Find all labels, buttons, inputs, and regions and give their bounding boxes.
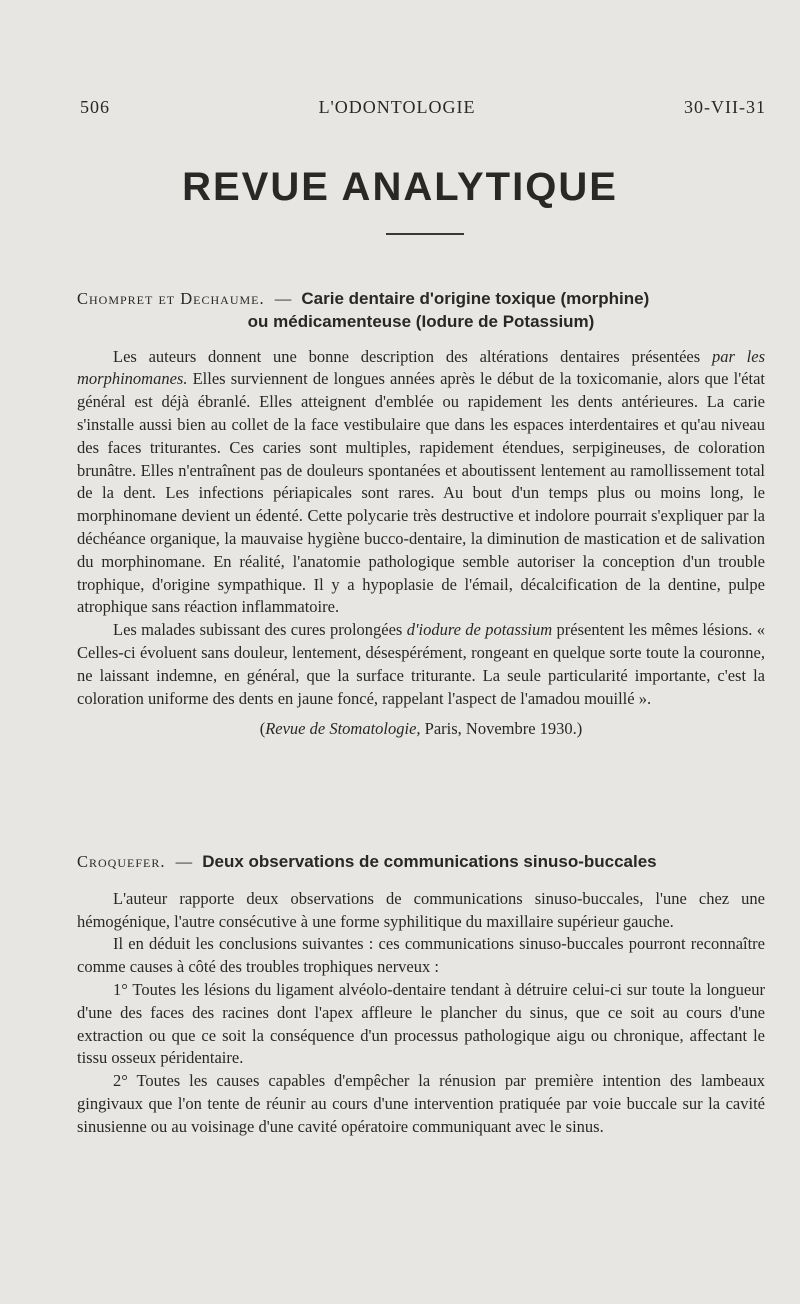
heading-dash: — (274, 289, 292, 308)
journal-name: L'ODONTOLOGIE (318, 97, 476, 117)
section-heading (77, 288, 765, 334)
section-authors: Chompret et Dechaume. (77, 289, 265, 308)
review-section-2 (77, 851, 765, 1139)
paragraph: 2° Toutes les causes capables d'empêcher la rénusion par première intention des lambeaux gingivaux que l'on tente de réunir au cours d'une intervention pratiquée par voie buccale sur la cavité sinusienne ou au voisinage d'une cavité opératoire communiquant avec le sinus. (77, 1071, 765, 1136)
citation-journal: Revue de Stomatologie, (265, 719, 421, 739)
paragraph: Il en déduit les conclusions suivantes : ces communications sinuso-buccales pourront reconnaître comme causes à côté des troubles trophiques nerveux : (77, 934, 765, 977)
section-authors: Croquefer. (77, 852, 166, 871)
page-title: REVUE ANALYTIQUE (182, 165, 618, 209)
issue-date: 30-VII-31 (684, 97, 766, 117)
page-number: 506 (80, 97, 110, 117)
paragraph: Les auteurs donnent une bonne description des altérations dentaires présentées par les morphinomanes. Elles surviennent de longues années après le début de la toxicomanie, alors que l'état général est déjà ébranlé. Elles atteignent d'emblée ou rapidement les dents antérieures. La carie s'installe aussi bien au collet de la face vestibulaire que dans les espaces interdentaires et qu'au niveau des faces triturantes. Ces caries sont multiples, rapidement étendues, serpigineuses, de coloration brunâtre. Elles n'entraînent pas de douleurs spontanées et aboutissent lentement au ramollissement total de la dent. Les infections périapicales sont rares. Au bout d'un temps plus ou moins long, le morphinomane devient un édenté. Cette polycarie très destructive et indolore pourrait s'expliquer par la déchéance organique, la mauvaise hygiène bucco-dentaire, la diminution de mastication et de salivation du morphinomane. En réalité, l'anatomie pathologique semble autoriser la conception d'un trouble trophique, d'origine sympathique. Il y a hypoplasie de l'émail, décalcification de la dentine, pulpe atrophique sans réaction inflammatoire. (77, 346, 766, 617)
paragraph: L'auteur rapporte deux observations de communications sinuso-buccales, l'une chez une hémogénique, l'autre consécutive à une forme syphilitique du maxillaire supérieur gauche. (77, 888, 765, 931)
emphasis: d'iodure de potassium (406, 620, 553, 640)
paragraph: Les malades subissant des cures prolongées d'iodure de potassium présentent les mêmes lésions. « Celles-ci évoluent sans douleur, lentement, désespérément, rongeant en quelque sorte toute la couronne, ne laissant indemne, en général, que la surface triturante. La seule particularité importante, c'est la coloration uniforme des dents en jaune foncé, rappelant l'aspect de l'amadou mouillé ». (77, 620, 765, 708)
section-heading (77, 851, 765, 874)
running-header (80, 97, 766, 118)
title-rule (386, 233, 464, 235)
section-title-line2: ou médicamenteuse (Iodure de Potassium) (247, 311, 595, 331)
emphasis: par les morphinomanes. (77, 346, 766, 389)
heading-dash: — (175, 852, 193, 871)
paragraph: 1° Toutes les lésions du ligament alvéolo-dentaire tendant à détruire celui-ci sur toute la longueur d'une des faces des racines dont l'apex affleure le plancher du sinus, que ce soit au cours d'une extraction ou que ce soit la conséquence d'un processus pathologique aigu ou chronique, affectant le tissu osseux péridentaire. (77, 979, 765, 1068)
review-section-1 (77, 288, 765, 741)
section-title-line1: Carie dentaire d'origine toxique (morphine) (301, 289, 650, 308)
citation: (Revue de Stomatologie, Paris, Novembre 1930.) (259, 719, 583, 739)
section-title-line1: Deux observations de communications sinuso-buccales (202, 852, 657, 871)
